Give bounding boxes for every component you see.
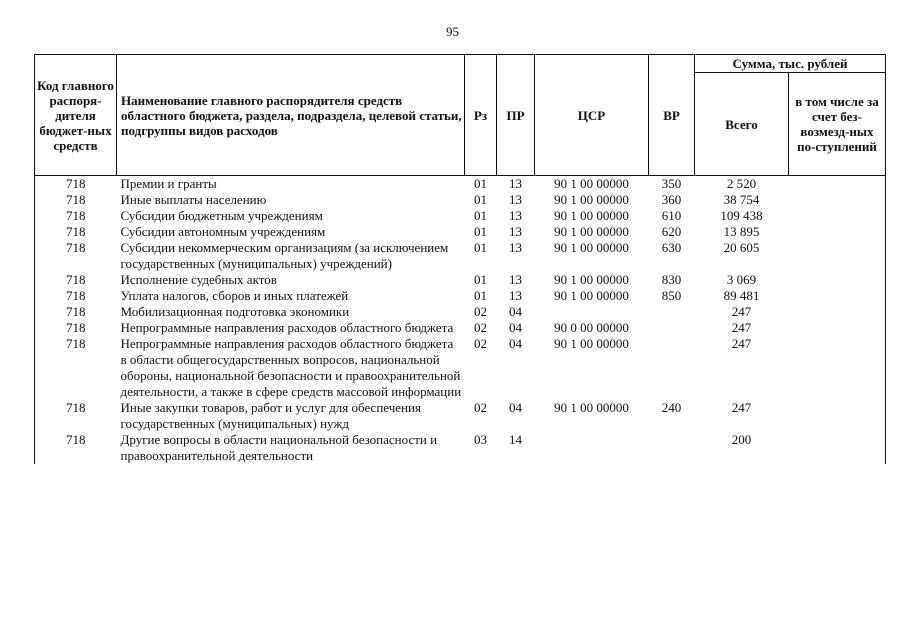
cell-pr: 13 (509, 176, 522, 191)
table-row (35, 304, 886, 320)
cell-rz: 02 (474, 336, 487, 351)
cell-vr (649, 320, 695, 336)
cell-code: 718 (35, 320, 117, 336)
cell-name: Субсидии автономным учреждениям (120, 224, 326, 239)
cell-total: 200 (731, 432, 752, 447)
cell-csr: 90 0 00 00000 (554, 320, 629, 335)
cell-rz: 01 (474, 272, 487, 287)
cell-pr: 13 (509, 288, 522, 303)
cell-pr: 13 (509, 192, 522, 207)
cell-code: 718 (35, 272, 117, 288)
cell-total: 89 481 (723, 288, 760, 303)
cell-csr: 90 1 00 00000 (554, 336, 629, 351)
cell-pr: 14 (509, 432, 522, 447)
cell-free (789, 304, 886, 320)
cell-total: 2 520 (726, 176, 757, 191)
cell-code: 718 (35, 208, 117, 224)
cell-pr: 04 (509, 320, 522, 335)
page-number: 95 (446, 24, 459, 39)
cell-code: 718 (35, 432, 117, 464)
cell-code: 718 (35, 224, 117, 240)
cell-code: 718 (35, 304, 117, 320)
cell-vr: 610 (661, 208, 682, 223)
cell-code: 718 (35, 288, 117, 304)
header-code: Код главного распоря-дителя бюджет-ных средств (35, 55, 117, 176)
cell-code: 718 (35, 336, 117, 400)
cell-code: 718 (35, 192, 117, 208)
cell-name: Субсидии некоммерческим организациям (за исключением государственных (муниципальных) учреждений) (120, 240, 449, 271)
cell-vr: 620 (661, 224, 682, 239)
budget-table (34, 54, 886, 464)
cell-csr: 90 1 00 00000 (554, 288, 629, 303)
cell-free (789, 400, 886, 432)
table-row (35, 240, 886, 272)
cell-csr: 90 1 00 00000 (554, 208, 629, 223)
table-body (35, 176, 886, 465)
header-rz: Рз (465, 55, 497, 176)
cell-name: Другие вопросы в области национальной безопасности и правоохранительной деятельности (120, 432, 438, 463)
cell-pr: 13 (509, 240, 522, 255)
header-pr: ПР (497, 55, 535, 176)
header-total: Всего (695, 73, 789, 176)
cell-rz: 02 (474, 320, 487, 335)
cell-csr: 90 1 00 00000 (554, 192, 629, 207)
cell-vr: 240 (661, 400, 682, 415)
cell-csr: 90 1 00 00000 (554, 224, 629, 239)
cell-total: 247 (731, 400, 752, 415)
cell-vr (649, 432, 695, 464)
cell-name: Непрограммные направления расходов областного бюджета в области общегосударственных вопросов, национальной обороны, национальной безопасности и правоохранительной деятельности, а также в сфере средств массовой информации (120, 336, 462, 399)
cell-name: Иные закупки товаров, работ и услуг для обеспечения государственных (муниципальных) нужд (120, 400, 421, 431)
cell-free (789, 320, 886, 336)
cell-name: Иные выплаты населению (120, 192, 267, 207)
cell-name: Исполнение судебных актов (120, 272, 277, 287)
table-row (35, 432, 886, 464)
cell-free (789, 176, 886, 193)
cell-rz: 01 (474, 288, 487, 303)
header-free: в том числе за счет без-возмезд-ных по-ступлений (789, 73, 886, 176)
cell-total: 38 754 (723, 192, 760, 207)
cell-rz: 01 (474, 208, 487, 223)
cell-vr: 350 (661, 176, 682, 191)
header-vr: ВР (649, 55, 695, 176)
table-row (35, 320, 886, 336)
table-row (35, 400, 886, 432)
cell-vr: 630 (661, 240, 682, 255)
cell-name: Непрограммные направления расходов областного бюджета (120, 320, 454, 335)
cell-csr: 90 1 00 00000 (554, 240, 629, 255)
cell-vr: 360 (661, 192, 682, 207)
cell-vr: 830 (661, 272, 682, 287)
cell-rz: 02 (474, 304, 487, 319)
cell-pr: 13 (509, 224, 522, 239)
header-name: Наименование главного распорядителя средств областного бюджета, раздела, подраздела, целевой статьи, подгруппы видов расходов (117, 55, 465, 176)
cell-pr: 04 (509, 400, 522, 415)
cell-rz: 03 (474, 432, 487, 447)
cell-total: 109 438 (720, 208, 763, 223)
cell-rz: 01 (474, 240, 487, 255)
cell-name: Мобилизационная подготовка экономики (120, 304, 350, 319)
cell-csr: 90 1 00 00000 (554, 400, 629, 415)
cell-csr: 90 1 00 00000 (554, 176, 629, 191)
cell-vr: 850 (661, 288, 682, 303)
cell-rz: 02 (474, 400, 487, 415)
cell-free (789, 240, 886, 272)
cell-total: 3 069 (726, 272, 757, 287)
cell-csr: 90 1 00 00000 (554, 272, 629, 287)
cell-csr (535, 432, 649, 464)
cell-free (789, 432, 886, 464)
cell-vr (649, 336, 695, 400)
cell-name: Уплата налогов, сборов и иных платежей (120, 288, 349, 303)
cell-pr: 04 (509, 336, 522, 351)
table-row (35, 208, 886, 224)
cell-csr (535, 304, 649, 320)
header-csr: ЦСР (535, 55, 649, 176)
table-row (35, 288, 886, 304)
cell-total: 247 (731, 320, 752, 335)
cell-pr: 04 (509, 304, 522, 319)
table-row (35, 192, 886, 208)
table-row (35, 336, 886, 400)
cell-vr (649, 304, 695, 320)
cell-rz: 01 (474, 192, 487, 207)
cell-free (789, 336, 886, 400)
cell-total: 13 895 (723, 224, 760, 239)
cell-total: 247 (731, 336, 752, 351)
cell-rz: 01 (474, 176, 487, 191)
cell-free (789, 288, 886, 304)
cell-total: 20 605 (723, 240, 760, 255)
table-row (35, 224, 886, 240)
cell-free (789, 224, 886, 240)
cell-code: 718 (35, 400, 117, 432)
cell-rz: 01 (474, 224, 487, 239)
cell-pr: 13 (509, 208, 522, 223)
cell-name: Субсидии бюджетным учреждениям (120, 208, 323, 223)
cell-free (789, 208, 886, 224)
cell-code: 718 (35, 176, 117, 193)
table-row (35, 176, 886, 193)
cell-pr: 13 (509, 272, 522, 287)
table-header (35, 55, 886, 176)
cell-code: 718 (35, 240, 117, 272)
cell-total: 247 (731, 304, 752, 319)
cell-name: Премии и гранты (120, 176, 217, 191)
cell-free (789, 272, 886, 288)
header-sum: Сумма, тыс. рублей (695, 55, 886, 73)
table-row (35, 272, 886, 288)
cell-free (789, 192, 886, 208)
